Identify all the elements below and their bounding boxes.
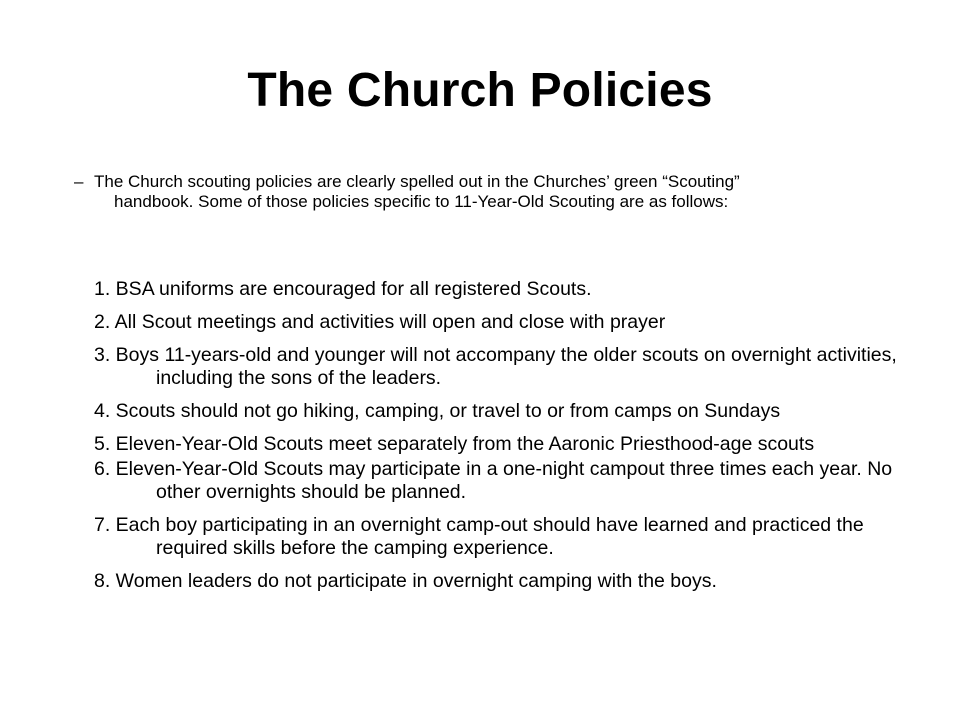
intro-paragraph [74,172,774,212]
intro-text: The Church scouting policies are clearly spelled out in the Churches’ green “Scouting” handbook. Some of those policies specific to 11-Year-Old Scouting are as follows: [94,172,740,211]
dash-bullet: – [74,172,84,191]
policy-list [94,278,924,603]
policy-item: 7. Each boy participating in an overnight camp-out should have learned and practiced the required skills before the camping experience. [94,514,864,559]
policy-item: 5. Eleven-Year-Old Scouts meet separately from the Aaronic Priesthood-age scouts [94,433,815,455]
policy-item: 1. BSA uniforms are encouraged for all registered Scouts. [94,278,592,300]
policy-item: 6. Eleven-Year-Old Scouts may participate in a one-night campout three times each year. No other overnights should be planned. [94,458,893,503]
slide-title: The Church Policies [247,64,713,117]
policy-item: 4. Scouts should not go hiking, camping, or travel to or from camps on Sundays [94,400,781,422]
policy-item: 2. All Scout meetings and activities will open and close with prayer [94,311,666,333]
policy-item: 8. Women leaders do not participate in overnight camping with the boys. [94,570,717,592]
policy-item: 3. Boys 11-years-old and younger will not accompany the older scouts on overnight activities, including the sons of the leaders. [94,344,897,389]
